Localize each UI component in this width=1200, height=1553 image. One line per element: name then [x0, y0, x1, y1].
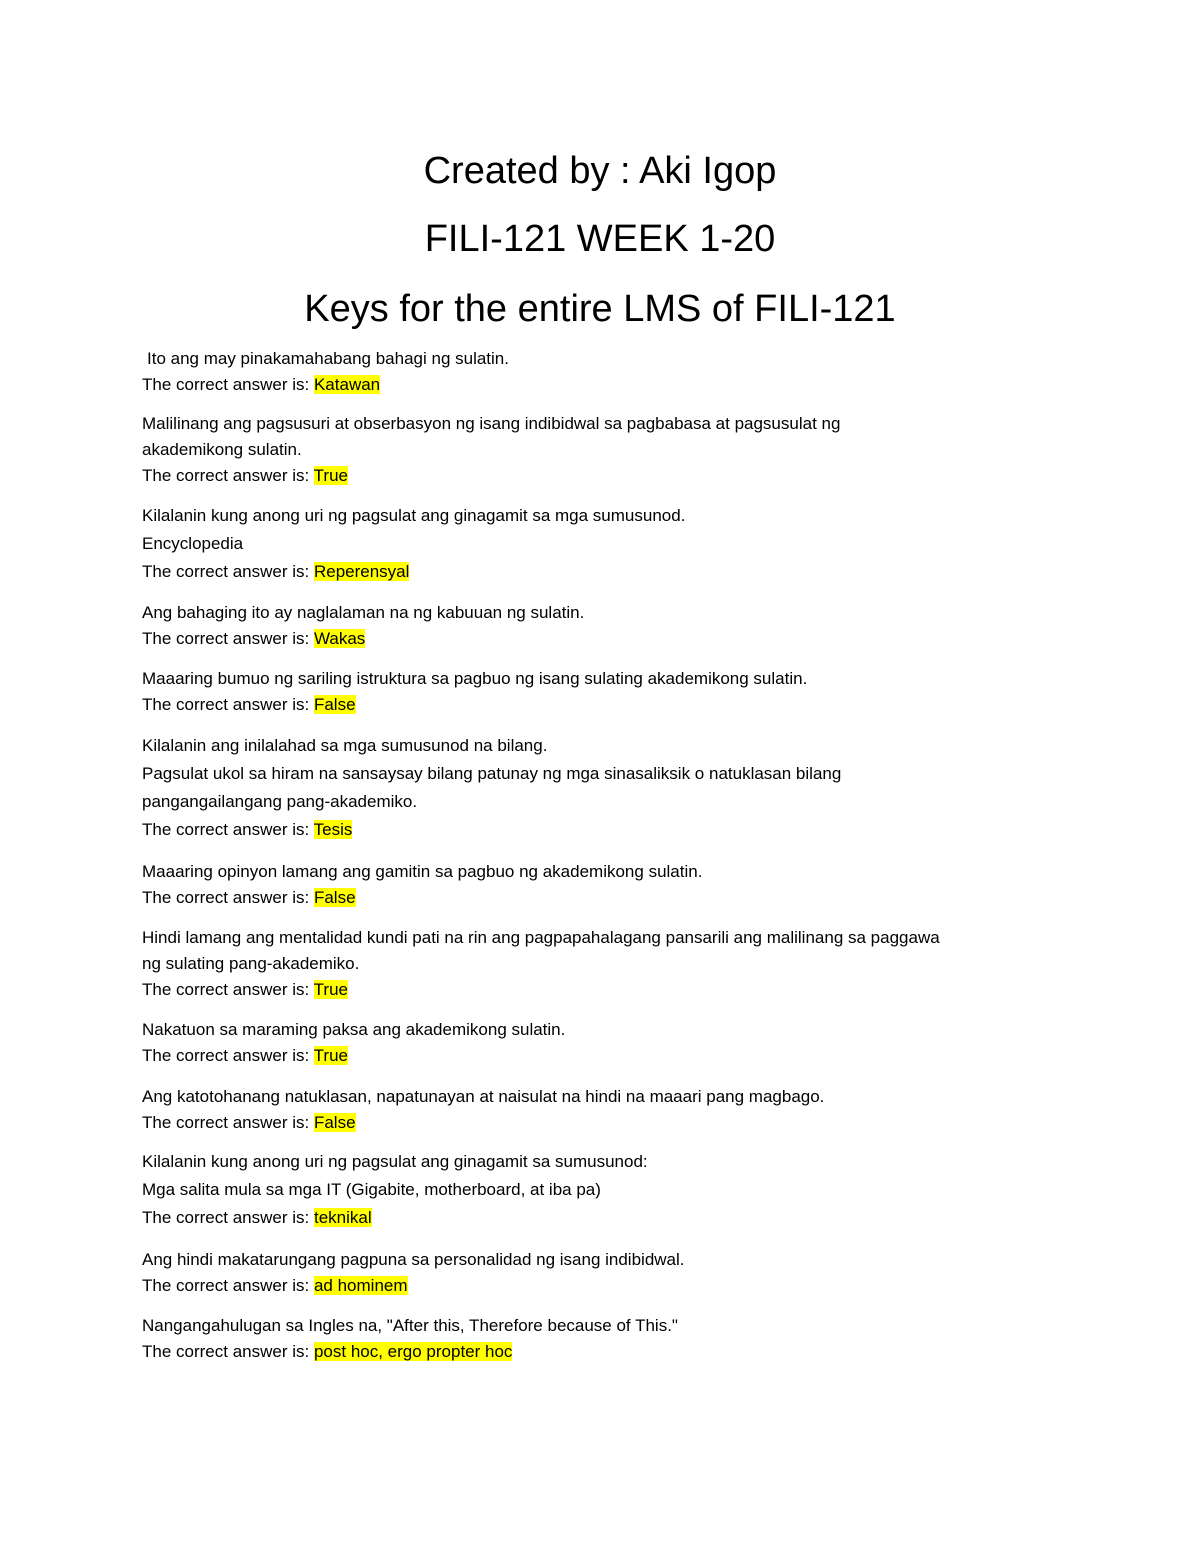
answer-prefix: The correct answer is:	[142, 1208, 310, 1227]
question-line: Kilalanin kung anong uri ng pagsulat ang ginagamit sa sumusunod:	[142, 1152, 648, 1171]
answer-highlight: False	[313, 695, 356, 714]
qa-item	[142, 411, 1142, 489]
qa-item	[142, 1247, 1142, 1299]
question-line: Hindi lamang ang mentalidad kundi pati na rin ang pagpapahalagang pansarili ang malilinang sa paggawa	[142, 928, 940, 947]
qa-item	[142, 346, 1142, 398]
answer-prefix: The correct answer is:	[142, 1276, 310, 1295]
answer-prefix: The correct answer is:	[142, 695, 310, 714]
answer-highlight: True	[313, 980, 348, 999]
question-line: Nangangahulugan sa Ingles na, "After this, Therefore because of This."	[142, 1316, 678, 1335]
answer-highlight: True	[313, 466, 348, 485]
answer-line	[142, 1273, 1142, 1299]
answer-prefix: The correct answer is:	[142, 375, 310, 394]
answer-prefix: The correct answer is:	[142, 980, 310, 999]
question-line: Malilinang ang pagsusuri at obserbasyon ng isang indibidwal sa pagbabasa at pagsusulat ng	[142, 414, 841, 433]
question-line: Ang bahaging ito ay naglalaman na ng kabuuan ng sulatin.	[142, 603, 585, 622]
answer-highlight: False	[313, 1113, 356, 1132]
question-line: akademikong sulatin.	[142, 440, 302, 459]
answer-line	[142, 463, 1142, 489]
answer-line	[142, 626, 1142, 652]
qa-item	[142, 732, 1142, 844]
question-line: pangangailangang pang-akademiko.	[142, 792, 418, 811]
question-line: ng sulating pang-akademiko.	[142, 954, 360, 973]
answer-line	[142, 1043, 1142, 1069]
qa-item	[142, 1148, 1142, 1232]
answer-line	[142, 1339, 1142, 1365]
course-week-heading: FILI-121 WEEK 1-20	[424, 218, 776, 260]
keys-title-heading: Keys for the entire LMS of FILI-121	[304, 288, 896, 330]
qa-item	[142, 1017, 1142, 1069]
answer-highlight: post hoc, ergo propter hoc	[313, 1342, 513, 1361]
answer-highlight: ad hominem	[313, 1276, 408, 1295]
question-line: Nakatuon sa maraming paksa ang akademikong sulatin.	[142, 1020, 566, 1039]
answer-highlight: Wakas	[313, 629, 366, 648]
qa-item	[142, 1084, 1142, 1136]
question-line: Mga salita mula sa mga IT (Gigabite, motherboard, at iba pa)	[142, 1180, 601, 1199]
question-line: Ito ang may pinakamahabang bahagi ng sulatin.	[147, 349, 509, 368]
question-line: Encyclopedia	[142, 534, 244, 553]
question-line: Maaaring bumuo ng sariling istruktura sa pagbuo ng isang sulating akademikong sulatin.	[142, 669, 808, 688]
answer-highlight: teknikal	[313, 1208, 372, 1227]
answer-highlight: Tesis	[313, 820, 353, 839]
answer-line	[142, 816, 1142, 844]
answer-line	[142, 692, 1142, 718]
qa-item	[142, 502, 1142, 586]
answer-prefix: The correct answer is:	[142, 562, 310, 581]
answer-highlight: False	[313, 888, 356, 907]
answer-highlight: True	[313, 1046, 348, 1065]
question-line: Kilalanin ang inilalahad sa mga sumusunod na bilang.	[142, 736, 548, 755]
answer-highlight: Reperensyal	[313, 562, 410, 581]
answer-line	[142, 1204, 1142, 1232]
answer-line	[142, 1110, 1142, 1136]
question-line: Pagsulat ukol sa hiram na sansaysay bilang patunay ng mga sinasaliksik o natuklasan bilang	[142, 764, 842, 783]
qa-item	[142, 666, 1142, 718]
answer-highlight: Katawan	[313, 375, 381, 394]
question-line: Ang hindi makatarungang pagpuna sa personalidad ng isang indibidwal.	[142, 1250, 685, 1269]
answer-prefix: The correct answer is:	[142, 1046, 310, 1065]
answer-prefix: The correct answer is:	[142, 888, 310, 907]
qa-item	[142, 859, 1142, 911]
answer-prefix: The correct answer is:	[142, 1342, 310, 1361]
question-line: Kilalanin kung anong uri ng pagsulat ang ginagamit sa mga sumusunod.	[142, 506, 686, 525]
answer-prefix: The correct answer is:	[142, 1113, 310, 1132]
qa-item	[142, 600, 1142, 652]
answer-prefix: The correct answer is:	[142, 820, 310, 839]
qa-item	[142, 925, 1142, 1003]
answer-prefix: The correct answer is:	[142, 629, 310, 648]
answer-line	[142, 977, 1142, 1003]
answer-line	[142, 558, 1142, 586]
answer-key-list	[142, 346, 1142, 1365]
answer-prefix: The correct answer is:	[142, 466, 310, 485]
answer-line	[142, 885, 1142, 911]
question-line: Maaaring opinyon lamang ang gamitin sa pagbuo ng akademikong sulatin.	[142, 862, 703, 881]
qa-item	[142, 1313, 1142, 1365]
answer-line	[142, 372, 1142, 398]
question-line: Ang katotohanang natuklasan, napatunayan at naisulat na hindi na maaari pang magbago.	[142, 1087, 825, 1106]
created-by-heading: Created by : Aki Igop	[423, 150, 777, 192]
